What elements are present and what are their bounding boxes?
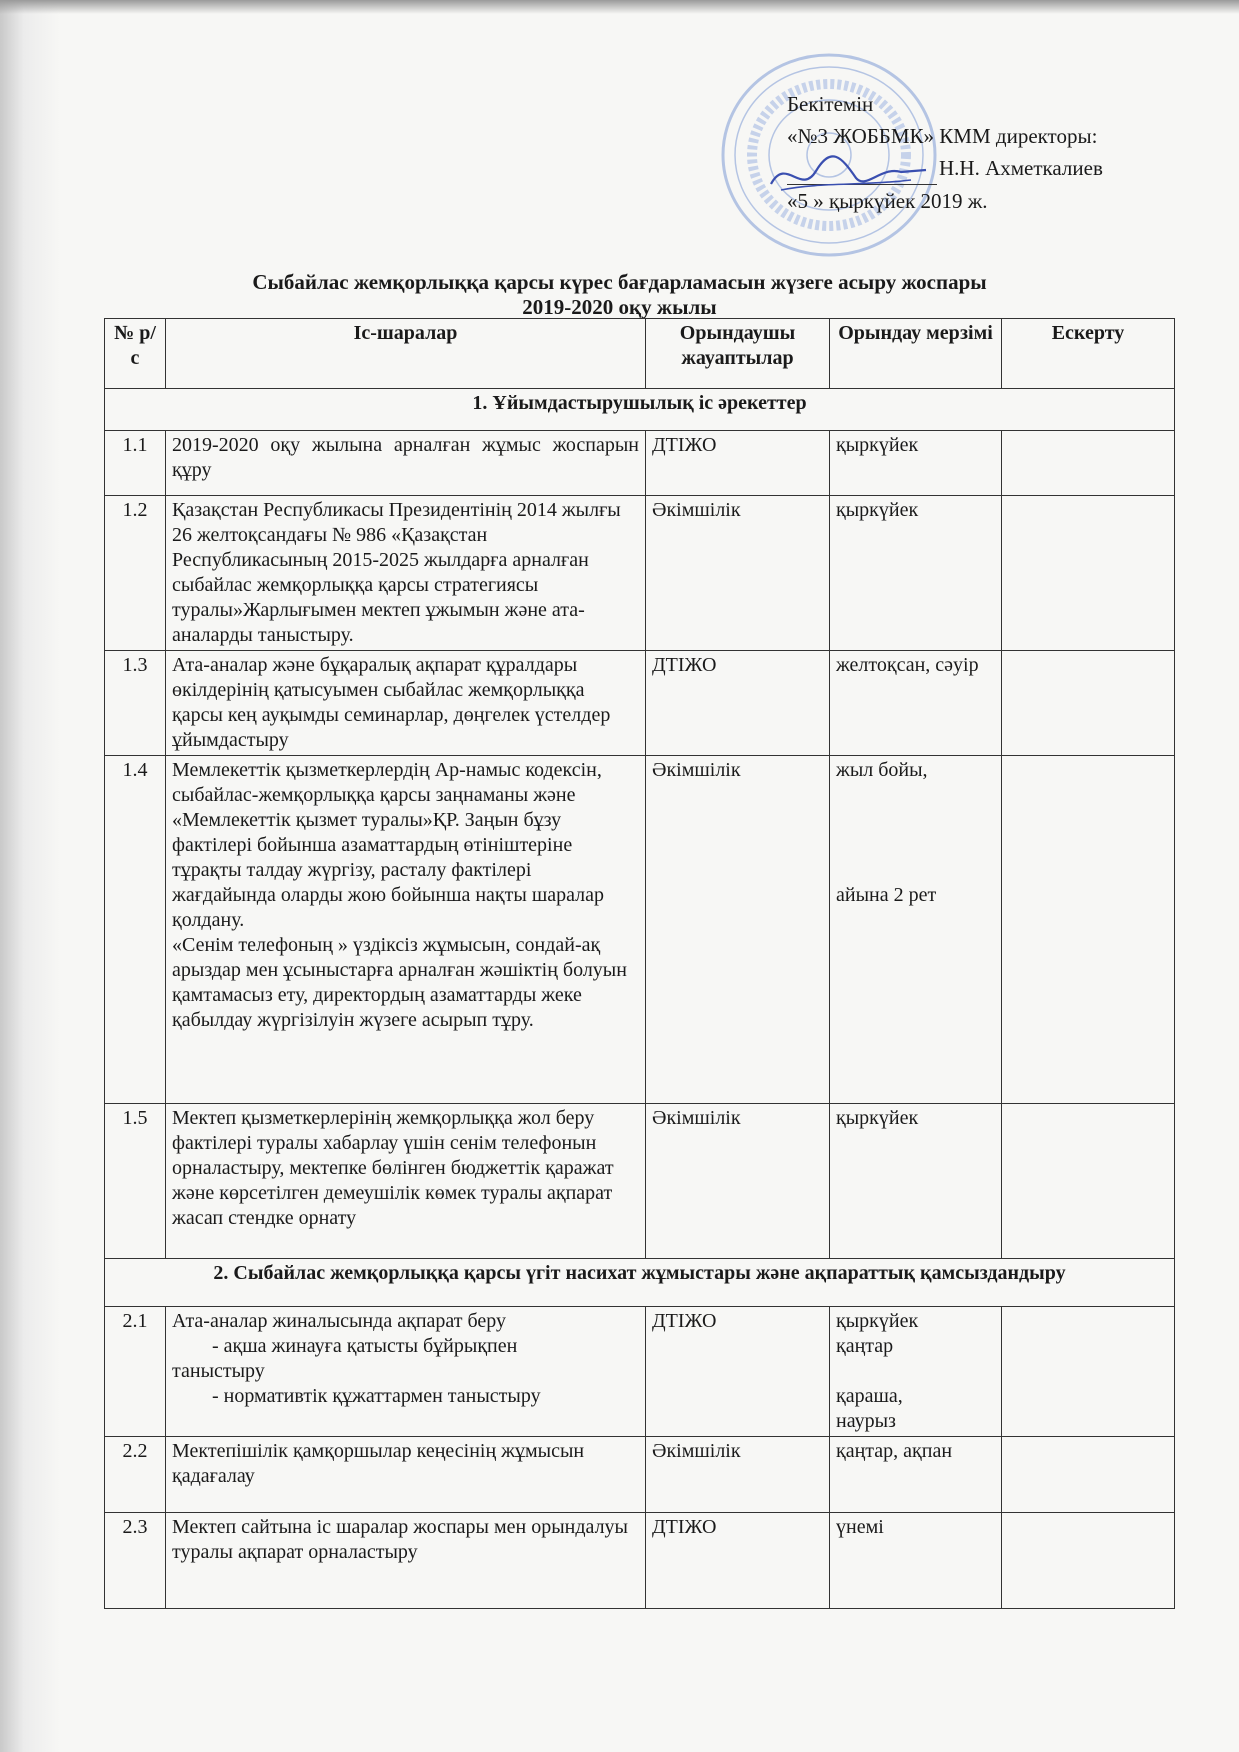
section-title-1: 1. Ұйымдастырушылық іс әрекеттер [105,389,1175,431]
row-event-part-2: - ақша жинауға қатысты бұйрықпен [212,1335,518,1357]
row-number: 1.1 [105,431,166,496]
row-number: 1.2 [105,496,166,651]
row-note [1002,431,1175,496]
table-header-row [105,319,1175,389]
row-number: 2.3 [105,1513,166,1609]
row-number: 1.3 [105,651,166,756]
row-responsible: ДТІЖО [646,431,830,496]
title-line-2: 2019-2020 оқу жылы [522,295,717,319]
row-note [1002,1437,1175,1513]
table-row [105,1437,1175,1513]
approval-block [787,88,1103,217]
row-responsible: ДТІЖО [646,651,830,756]
section-row [105,389,1175,431]
row-deadline: үнемі [830,1513,1002,1609]
row-deadline: қаңтар, ақпан [830,1437,1002,1513]
approval-date: «5 » қыркүйек 2019 ж. [787,189,988,213]
row-event: Мектеп қызметкерлерінің жемқорлыққа жол беру фактілері туралы хабарлау үшін сенім телефонын орналастыру, мектепке бөлінген бюджеттік қаражат және көрсетілген демеушілік көмек туралы ақпарат жасап стендке орнату [166,1104,646,1259]
spacer [836,783,995,883]
row-responsible: ДТІЖО [646,1513,830,1609]
table-row [105,496,1175,651]
section-title-2: 2. Сыбайлас жемқорлыққа қарсы үгіт насихат жұмыстары және ақпараттық қамсыздандыру [105,1259,1175,1307]
row-deadline [830,1307,1002,1437]
row-event: Қазақстан Республикасы Президентінің 2014 жылғы 26 желтоқсандағы № 986 «Қазақстан Республикасының 2015-2025 жылдарға арналған сыбайлас жемқорлыққа қарсы стратегиясы туралы»Жарлығымен мектеп ұжымын және ата-аналарды таныстыру. [166,496,646,651]
row-deadline-part-1: жыл бойы, [836,759,928,781]
director-name: Н.Н. Ахметкалиев [939,156,1103,180]
row-number: 1.5 [105,1104,166,1259]
row-deadline-part-3: қараша, [836,1385,903,1407]
row-deadline-part-2: қаңтар [836,1335,894,1357]
row-deadline: қыркүйек [830,496,1002,651]
header-event: Іс-шаралар [166,319,646,389]
table-row [105,651,1175,756]
scan-shadow-top [0,0,1239,14]
spacer [836,1359,995,1384]
header-deadline: Орындау мерзімі [830,319,1002,389]
row-event: Мектеп сайтына іс шаралар жоспары мен орындалуы туралы ақпарат орналастыру [166,1513,646,1609]
row-note [1002,651,1175,756]
action-plan-table [104,318,1175,1609]
header-note: Ескерту [1002,319,1175,389]
row-deadline [830,756,1002,1104]
row-event-part-3: таныстыру [172,1360,265,1382]
row-event: Мектепішілік қамқоршылар кеңесінің жұмысын қадағалау [166,1437,646,1513]
row-note [1002,1104,1175,1259]
row-note [1002,756,1175,1104]
row-event-part-2: «Сенім телефоның » үздіксіз жұмысын, сондай-ақ арыздар мен ұсыныстарға арналған жәшіктің болуын қамтамасыз ету, директордың азаматтарды жеке қабылдау жүргізілуін жүзеге асырып тұру. [172,934,627,1031]
title-line-1: Сыбайлас жемқорлыққа қарсы күрес бағдарламасын жүзеге асыру жоспары [252,270,987,294]
row-event-part-1: Ата-аналар жиналысында ақпарат беру [172,1310,507,1332]
row-deadline: қыркүйек [830,1104,1002,1259]
row-event [166,1307,646,1437]
row-responsible: Әкімшілік [646,1437,830,1513]
document-title [0,270,1239,320]
row-event-part-1: Мемлекеттік қызметкерлердің Ар-намыс кодексін, сыбайлас-жемқорлыққа қарсы заңнаманы және «Мемлекеттік қызмет туралы»ҚР. Заңын бұзу фактілері бойынша азаматтардың өтініштеріне тұрақты талдау жүргізу, расталу фактілері жағдайында оларды жою бойынша нақты шаралар қолдану. [172,759,605,931]
row-note [1002,1513,1175,1609]
row-event-part-4: - нормативтік құжаттармен таныстыру [212,1385,541,1407]
table-row [105,1104,1175,1259]
section-row [105,1259,1175,1307]
header-num: № р/с [105,319,166,389]
table-row [105,756,1175,1104]
row-note [1002,1307,1175,1437]
table-row [105,1513,1175,1609]
row-deadline-part-2: айына 2 рет [836,884,937,906]
row-responsible: Әкімшілік [646,496,830,651]
approval-heading: Бекітемін [787,92,874,116]
row-responsible: Әкімшілік [646,756,830,1104]
header-responsible: Орындаушы жауаптылар [646,319,830,389]
row-event: Ата-аналар және бұқаралық ақпарат құралдары өкілдерінің қатысуымен сыбайлас жемқорлыққа қарсы кең ауқымды семинарлар, дөңгелек үстелдер ұйымдастыру [166,651,646,756]
row-note [1002,496,1175,651]
row-event: 2019-2020 оқу жылына арналған жұмыс жоспарын құру [166,431,646,496]
scan-shadow-left [0,0,60,1752]
table-row [105,1307,1175,1437]
row-deadline: желтоқсан, сәуір [830,651,1002,756]
row-deadline: қыркүйек [830,431,1002,496]
table-row [105,431,1175,496]
director-signature [761,146,931,206]
row-responsible: Әкімшілік [646,1104,830,1259]
row-deadline-part-1: қыркүйек [836,1310,919,1332]
approval-organization: «№3 ЖОББМК» КММ директоры: [787,124,1098,148]
row-number: 2.1 [105,1307,166,1437]
row-number: 2.2 [105,1437,166,1513]
row-responsible: ДТІЖО [646,1307,830,1437]
row-deadline-part-4: наурыз [836,1410,896,1432]
row-number: 1.4 [105,756,166,1104]
row-event [166,756,646,1104]
